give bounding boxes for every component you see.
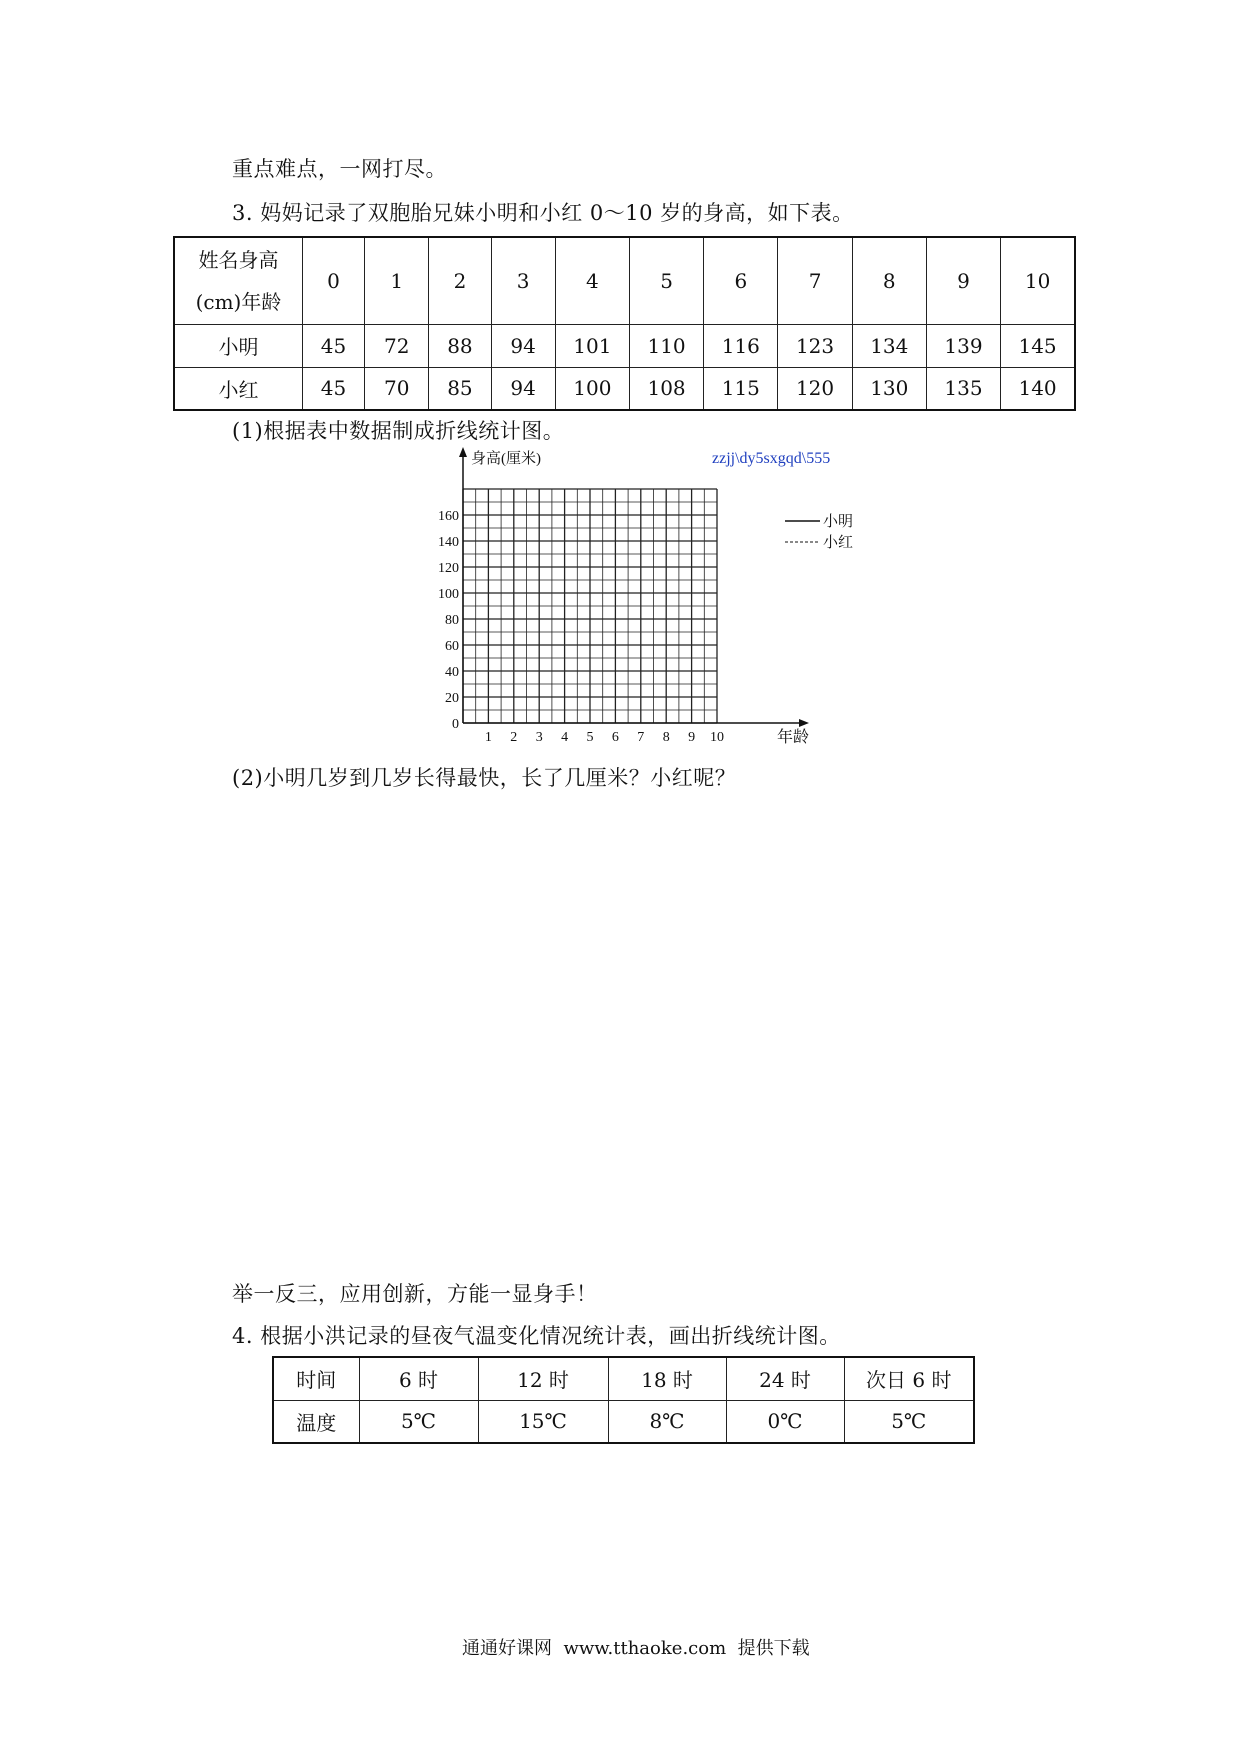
value-cell: 145: [1001, 324, 1075, 367]
height-table: [173, 236, 1076, 411]
time-cell: 6 时: [359, 1357, 478, 1400]
value-cell: 70: [365, 367, 429, 410]
table-row: [273, 1400, 974, 1443]
age-cell: 4: [555, 237, 629, 324]
chart-watermark: zzjj\dy5sxgqd\555: [712, 450, 831, 467]
value-cell: 45: [302, 367, 364, 410]
value-cell: 135: [926, 367, 1000, 410]
x-tick-label: 8: [662, 730, 670, 745]
temperature-cell: 0℃: [726, 1400, 844, 1443]
header-corner-cell: [174, 237, 302, 324]
value-cell: 123: [778, 324, 852, 367]
value-cell: 94: [491, 324, 555, 367]
x-axis-label: 年龄: [777, 729, 810, 745]
value-cell: 115: [704, 367, 778, 410]
x-tick-label: 9: [688, 730, 696, 745]
age-cell: 5: [629, 237, 703, 324]
temperature-cell: 5℃: [844, 1400, 974, 1443]
time-cell: 12 时: [478, 1357, 608, 1400]
table-row: [273, 1357, 974, 1400]
value-cell: 130: [852, 367, 926, 410]
height-line-chart: [410, 445, 890, 745]
row-name-cell: 小红: [174, 367, 302, 410]
age-cell: 6: [704, 237, 778, 324]
row-label-temperature: 温度: [273, 1400, 359, 1443]
x-tick-label: 6: [611, 730, 619, 745]
value-cell: 120: [778, 367, 852, 410]
row-name-cell: 小明: [174, 324, 302, 367]
y-axis-arrow-icon: [459, 447, 467, 457]
temperature-cell: 5℃: [359, 1400, 478, 1443]
section-intro: 重点难点，一网打尽。: [232, 157, 447, 181]
time-cell: 18 时: [608, 1357, 726, 1400]
age-cell: 7: [778, 237, 852, 324]
row-label-time: 时间: [273, 1357, 359, 1400]
legend-label-xiaohong: 小红: [823, 535, 854, 551]
value-cell: 72: [365, 324, 429, 367]
value-cell: 100: [555, 367, 629, 410]
header-line-unit-age: (cm)年龄: [195, 289, 282, 314]
x-tick-labels: [485, 730, 724, 745]
value-cell: 134: [852, 324, 926, 367]
y-tick-label: 140: [438, 535, 459, 550]
value-cell: 116: [704, 324, 778, 367]
temperature-cell: 8℃: [608, 1400, 726, 1443]
value-cell: 110: [629, 324, 703, 367]
y-tick-labels: [438, 509, 459, 732]
y-tick-label: 40: [445, 665, 459, 680]
x-tick-label: 4: [561, 730, 569, 745]
y-tick-label: 0: [452, 717, 459, 732]
y-tick-label: 160: [438, 509, 459, 524]
value-cell: 88: [429, 324, 491, 367]
age-cell: 8: [852, 237, 926, 324]
header-line-name-height: 姓名身高: [198, 247, 279, 272]
table-header-row: [174, 237, 1075, 324]
x-tick-label: 7: [637, 730, 645, 745]
temperature-cell: 15℃: [478, 1400, 608, 1443]
table-row: [174, 324, 1075, 367]
age-cell: 1: [365, 237, 429, 324]
value-cell: 85: [429, 367, 491, 410]
question-3-text: 3. 妈妈记录了双胞胎兄妹小明和小红 0～10 岁的身高，如下表。: [232, 201, 854, 225]
temperature-table: [272, 1356, 975, 1444]
y-tick-label: 20: [445, 691, 459, 706]
question-3-part-2: (2)小明几岁到几岁长得最快，长了几厘米？小红呢？: [232, 766, 737, 790]
section-2-intro: 举一反三，应用创新，方能一显身手！: [232, 1282, 598, 1306]
question-3-part-1: (1)根据表中数据制成折线统计图。: [232, 419, 565, 443]
page-footer: 通通好课网 www.tthaoke.com 提供下载: [462, 1638, 810, 1659]
value-cell: 139: [926, 324, 1000, 367]
value-cell: 108: [629, 367, 703, 410]
x-tick-label: 2: [510, 730, 518, 745]
chart-legend: [785, 513, 853, 551]
value-cell: 45: [302, 324, 364, 367]
x-tick-label: 1: [484, 730, 492, 745]
x-tick-label: 10: [710, 730, 724, 745]
table-row: [174, 367, 1075, 410]
age-cell: 9: [926, 237, 1000, 324]
x-axis-arrow-icon: [799, 719, 809, 727]
age-cell: 10: [1001, 237, 1075, 324]
y-tick-label: 100: [438, 587, 459, 602]
time-cell: 24 时: [726, 1357, 844, 1400]
question-4-text: 4. 根据小洪记录的昼夜气温变化情况统计表，画出折线统计图。: [232, 1324, 841, 1348]
value-cell: 94: [491, 367, 555, 410]
x-tick-label: 5: [586, 730, 594, 745]
value-cell: 101: [555, 324, 629, 367]
age-cell: 3: [491, 237, 555, 324]
y-tick-label: 60: [445, 639, 459, 654]
value-cell: 140: [1001, 367, 1075, 410]
age-cell: 0: [302, 237, 364, 324]
legend-label-xiaoming: 小明: [823, 514, 854, 530]
age-cell: 2: [429, 237, 491, 324]
y-tick-label: 80: [445, 613, 459, 628]
y-axis-label: 身高(厘米): [471, 451, 541, 467]
y-tick-label: 120: [438, 561, 459, 576]
chart-grid: [463, 489, 717, 723]
x-tick-label: 3: [535, 730, 543, 745]
time-cell: 次日 6 时: [844, 1357, 974, 1400]
